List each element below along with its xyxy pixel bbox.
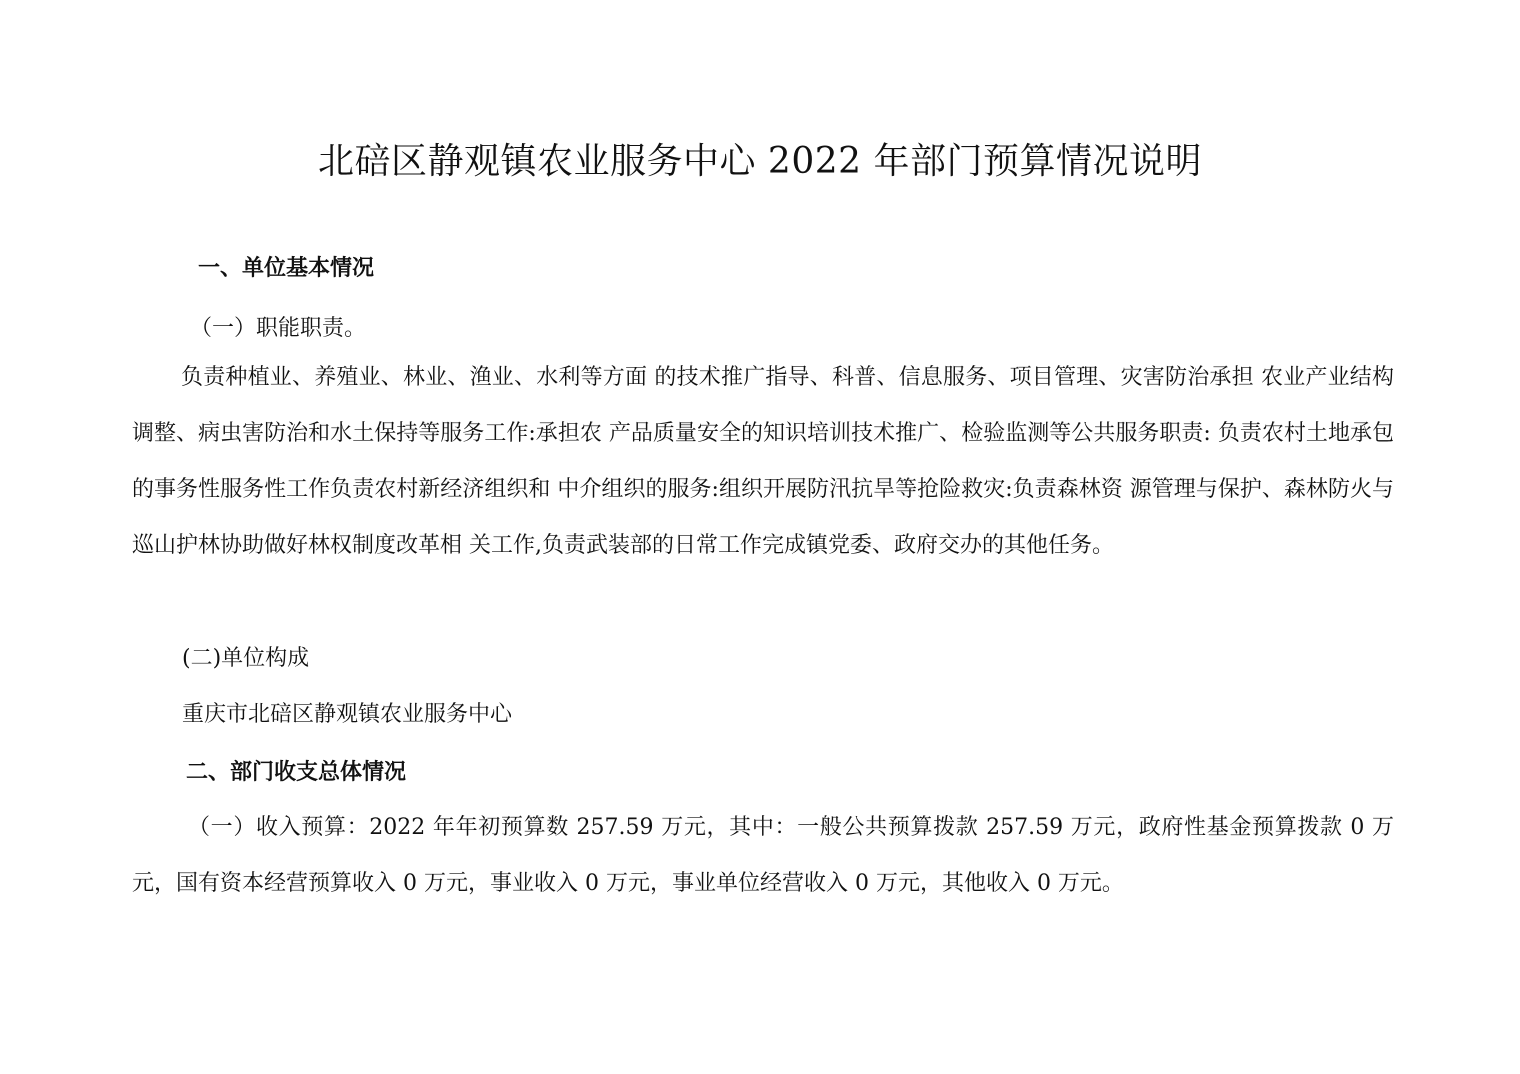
subsection-heading-composition: (二)单位构成 [182,646,310,671]
section-heading-budget-overview: 二、部门收支总体情况 [186,759,407,785]
paragraph-composition: 重庆市北碚区静观镇农业服务中心 [182,702,513,727]
document-title: 北碚区静观镇农业服务中心 2022 年部门预算情况说明 [317,141,1202,182]
paragraph-income-budget: （一）收入预算：2022 年年初预算数 257.59 万元，其中：一般公共预算拨款 257.59 万元，政府性基金预算拨款 0 万元，国有资本经营预算收入 0 万元，事业收入 0 万元，事业单位经营收入 0 万元，其他收入 0 万元。 [132,815,1394,896]
paragraph-functions: 负责种植业、养殖业、林业、渔业、水利等方面 的技术推广指导、科普、信息服务、项目管理、灾害防治承担 农业产业结构调整、病虫害防治和水土保持等服务工作:承担农 产品质量安全的知识培训技术推广、检验监测等公共服务职责: 负责农村土地承包的事务性服务性工作负责农村新经济组织和 中介组织的服务:组织开展防汛抗旱等抢险救灾:负责森林资 源管理与保护、森林防火与巡山护林协助做好林权制度改革相 关工作,负责武装部的日常工作完成镇党委、政府交办的其他任务。 [132,365,1394,558]
subsection-heading-functions: （一）职能职责。 [190,316,367,341]
section-heading-basic-info: 一、单位基本情况 [198,255,375,281]
